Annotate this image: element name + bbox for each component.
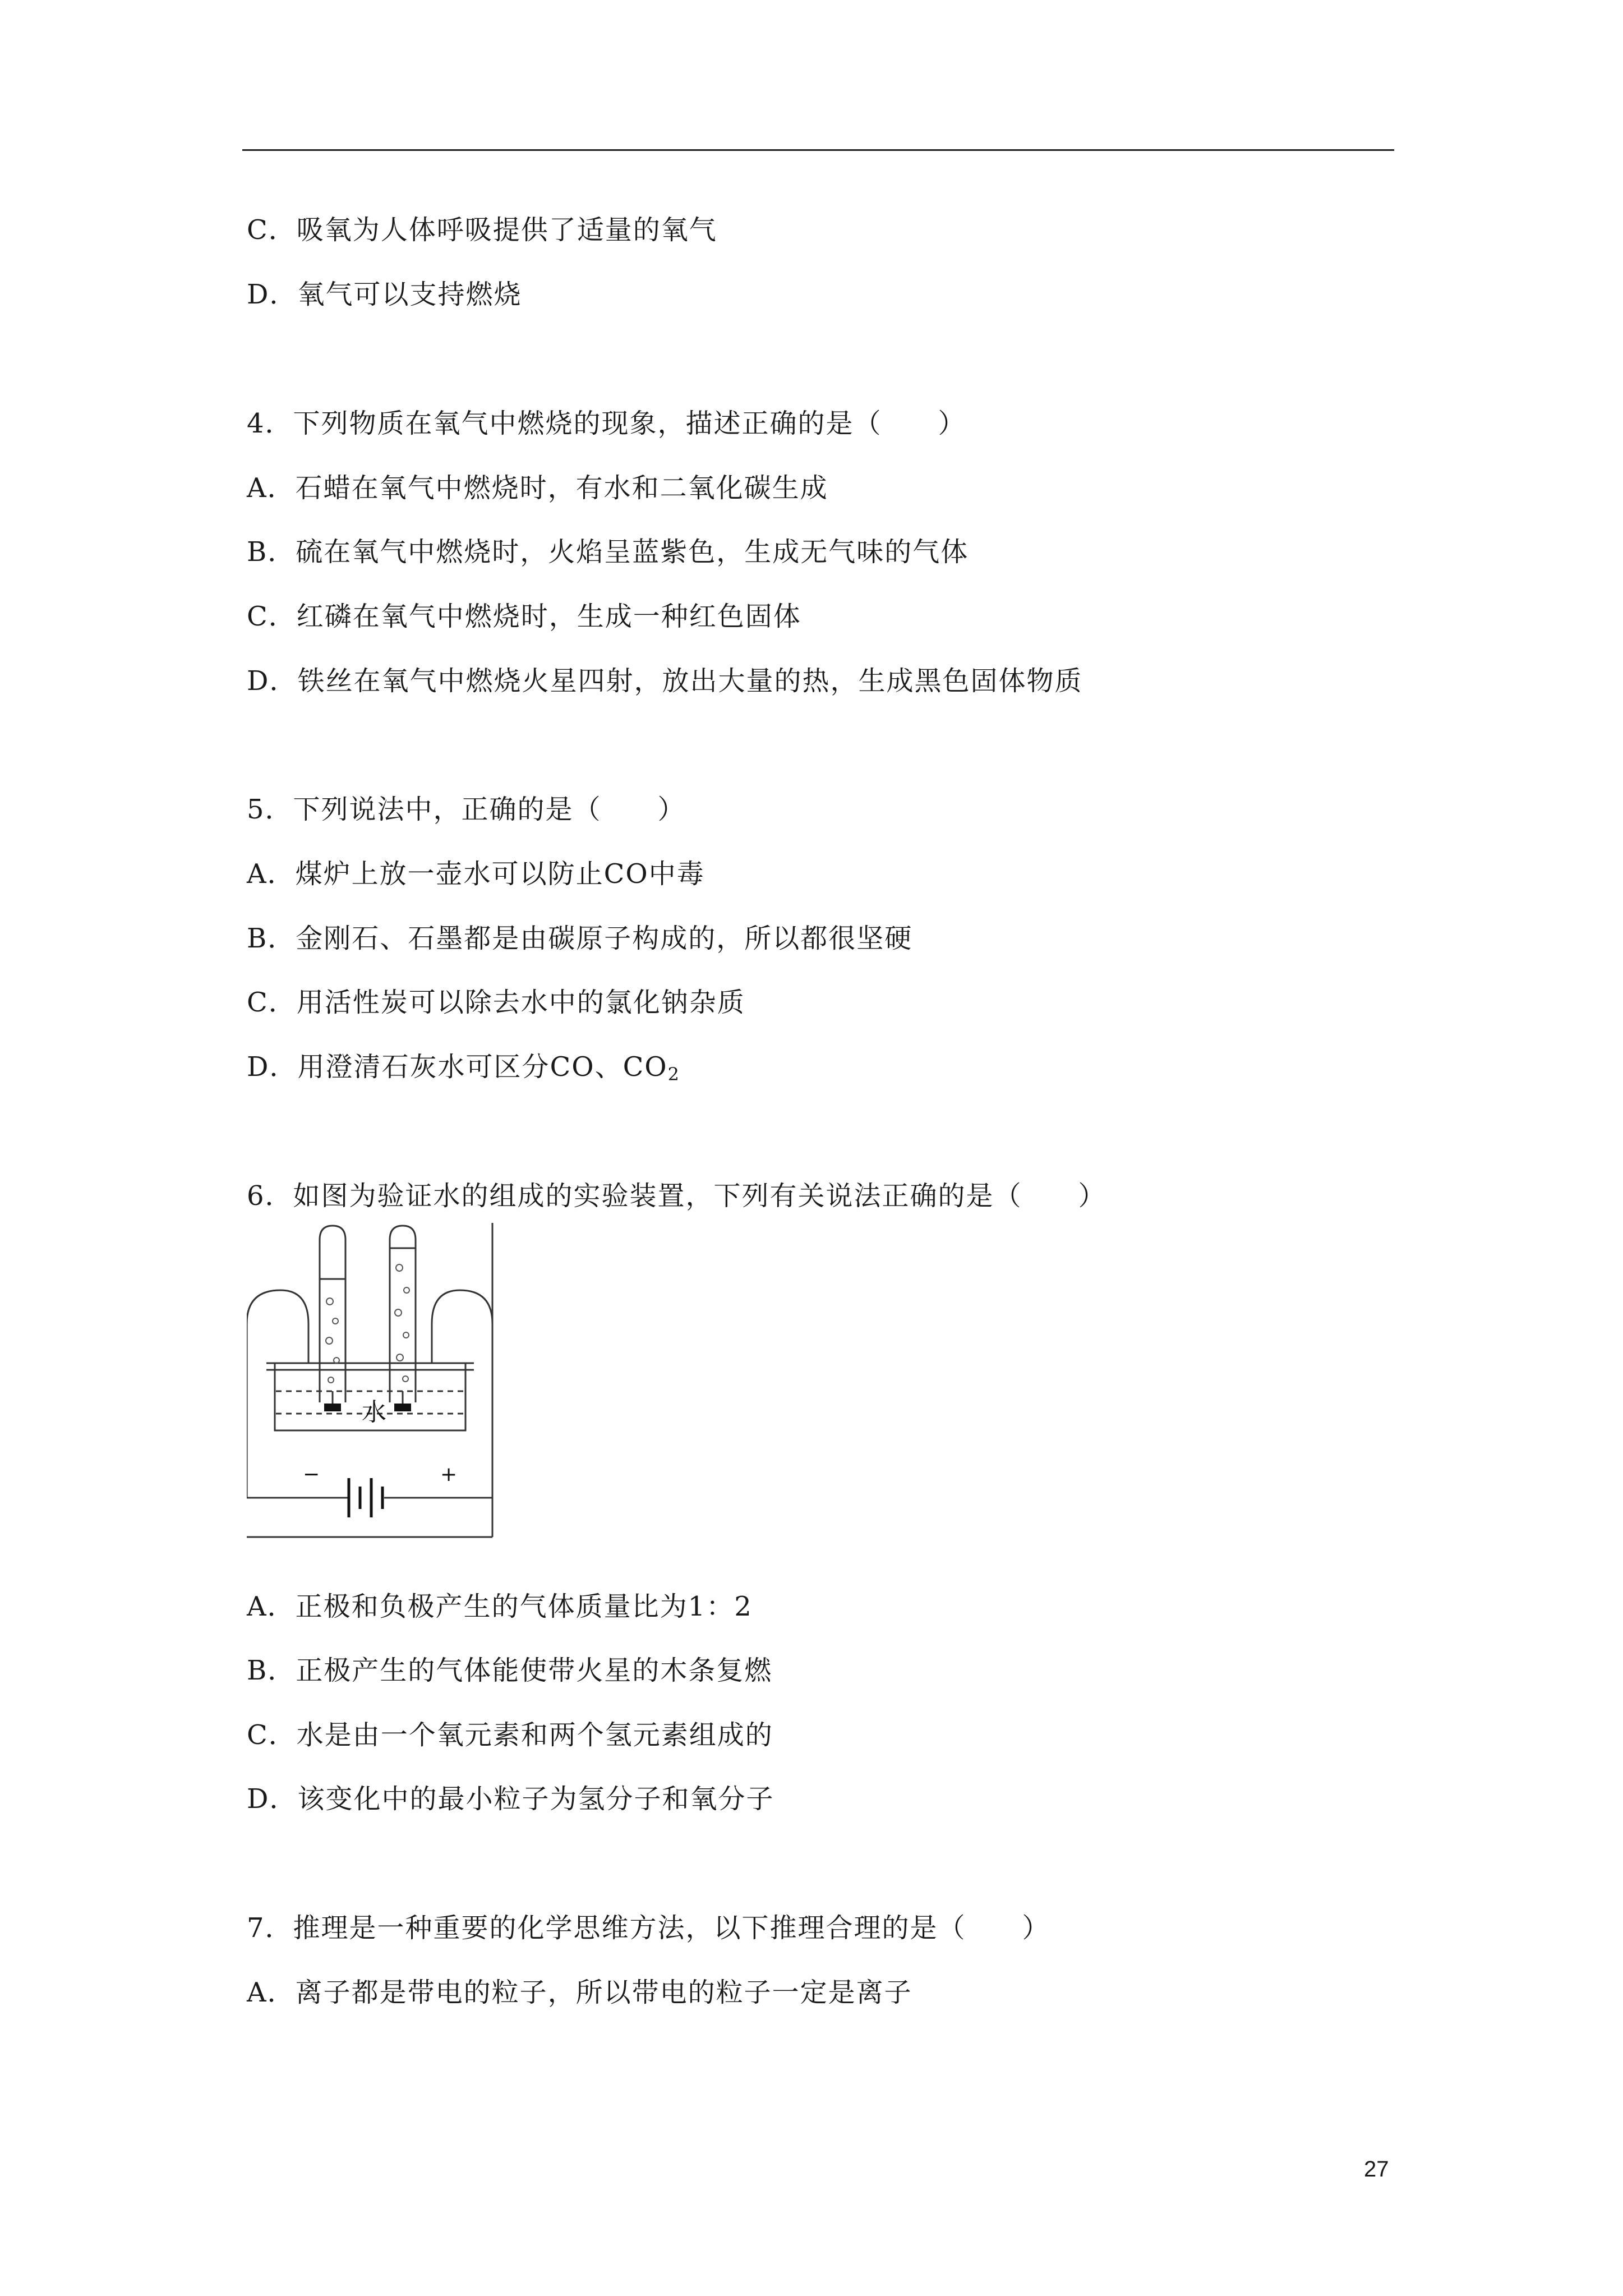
- q6-c: C．水是由一个氧元素和两个氢元素组成的: [247, 1719, 773, 1751]
- negative-electrode: [324, 1404, 341, 1411]
- q5-option-d-text: D．用澄清石灰水可区分CO、CO: [247, 1051, 668, 1083]
- q6-d: D．该变化中的最小粒子为氢分子和氧分子: [247, 1783, 774, 1815]
- header-rule: [242, 149, 1394, 151]
- plus-label: +: [440, 1463, 458, 1486]
- q6-stem: 6．如图为验证水的组成的实验装置，下列有关说法正确的是（ ）: [247, 1180, 1106, 1212]
- electrolysis-apparatus-figure: [247, 1223, 499, 1543]
- q5-option-d: [247, 1050, 680, 1084]
- left-wire: [247, 1290, 308, 1498]
- q5-stem: 5．下列说法中，正确的是（ ）: [247, 794, 686, 825]
- q7-stem: 7．推理是一种重要的化学思维方法，以下推理合理的是（ ）: [247, 1912, 1050, 1944]
- q4-b: B．硫在氧气中燃烧时，火焰呈蓝紫色，生成无气味的气体: [247, 536, 969, 568]
- q4-d: D．铁丝在氧气中燃烧火星四射，放出大量的热，生成黑色固体物质: [247, 665, 1083, 697]
- q4-stem: 4．下列物质在氧气中燃烧的现象，描述正确的是（ ）: [247, 408, 966, 439]
- water-label: 水: [362, 1398, 386, 1427]
- q5-c: C．用活性炭可以除去水中的氯化钠杂质: [247, 987, 745, 1018]
- q3-d: D．氧气可以支持燃烧: [247, 279, 522, 310]
- q4-a: A．石蜡在氧气中燃烧时，有水和二氧化碳生成: [247, 472, 828, 504]
- q6-a: A．正极和负极产生的气体质量比为1：2: [247, 1591, 753, 1622]
- positive-electrode: [394, 1404, 411, 1411]
- left-test-tube: [320, 1226, 345, 1402]
- minus-label: −: [303, 1463, 320, 1486]
- q5-a: A．煤炉上放一壶水可以防止CO中毒: [247, 858, 705, 890]
- subscript-2: 2: [667, 1064, 681, 1085]
- right-test-tube: [390, 1226, 416, 1402]
- electrolysis-diagram: [247, 1223, 499, 1543]
- q7-a: A．离子都是带电的粒子，所以带电的粒子一定是离子: [247, 1977, 912, 2008]
- q4-c: C．红磷在氧气中燃烧时，生成一种红色固体: [247, 601, 801, 632]
- q5-b: B．金刚石、石墨都是由碳原子构成的，所以都很坚硬: [247, 923, 913, 954]
- q6-b: B．正极产生的气体能使带火星的木条复燃: [247, 1655, 773, 1686]
- q3-c: C．吸氧为人体呼吸提供了适量的氧气: [247, 214, 717, 246]
- page-number: 27: [1364, 2157, 1389, 2182]
